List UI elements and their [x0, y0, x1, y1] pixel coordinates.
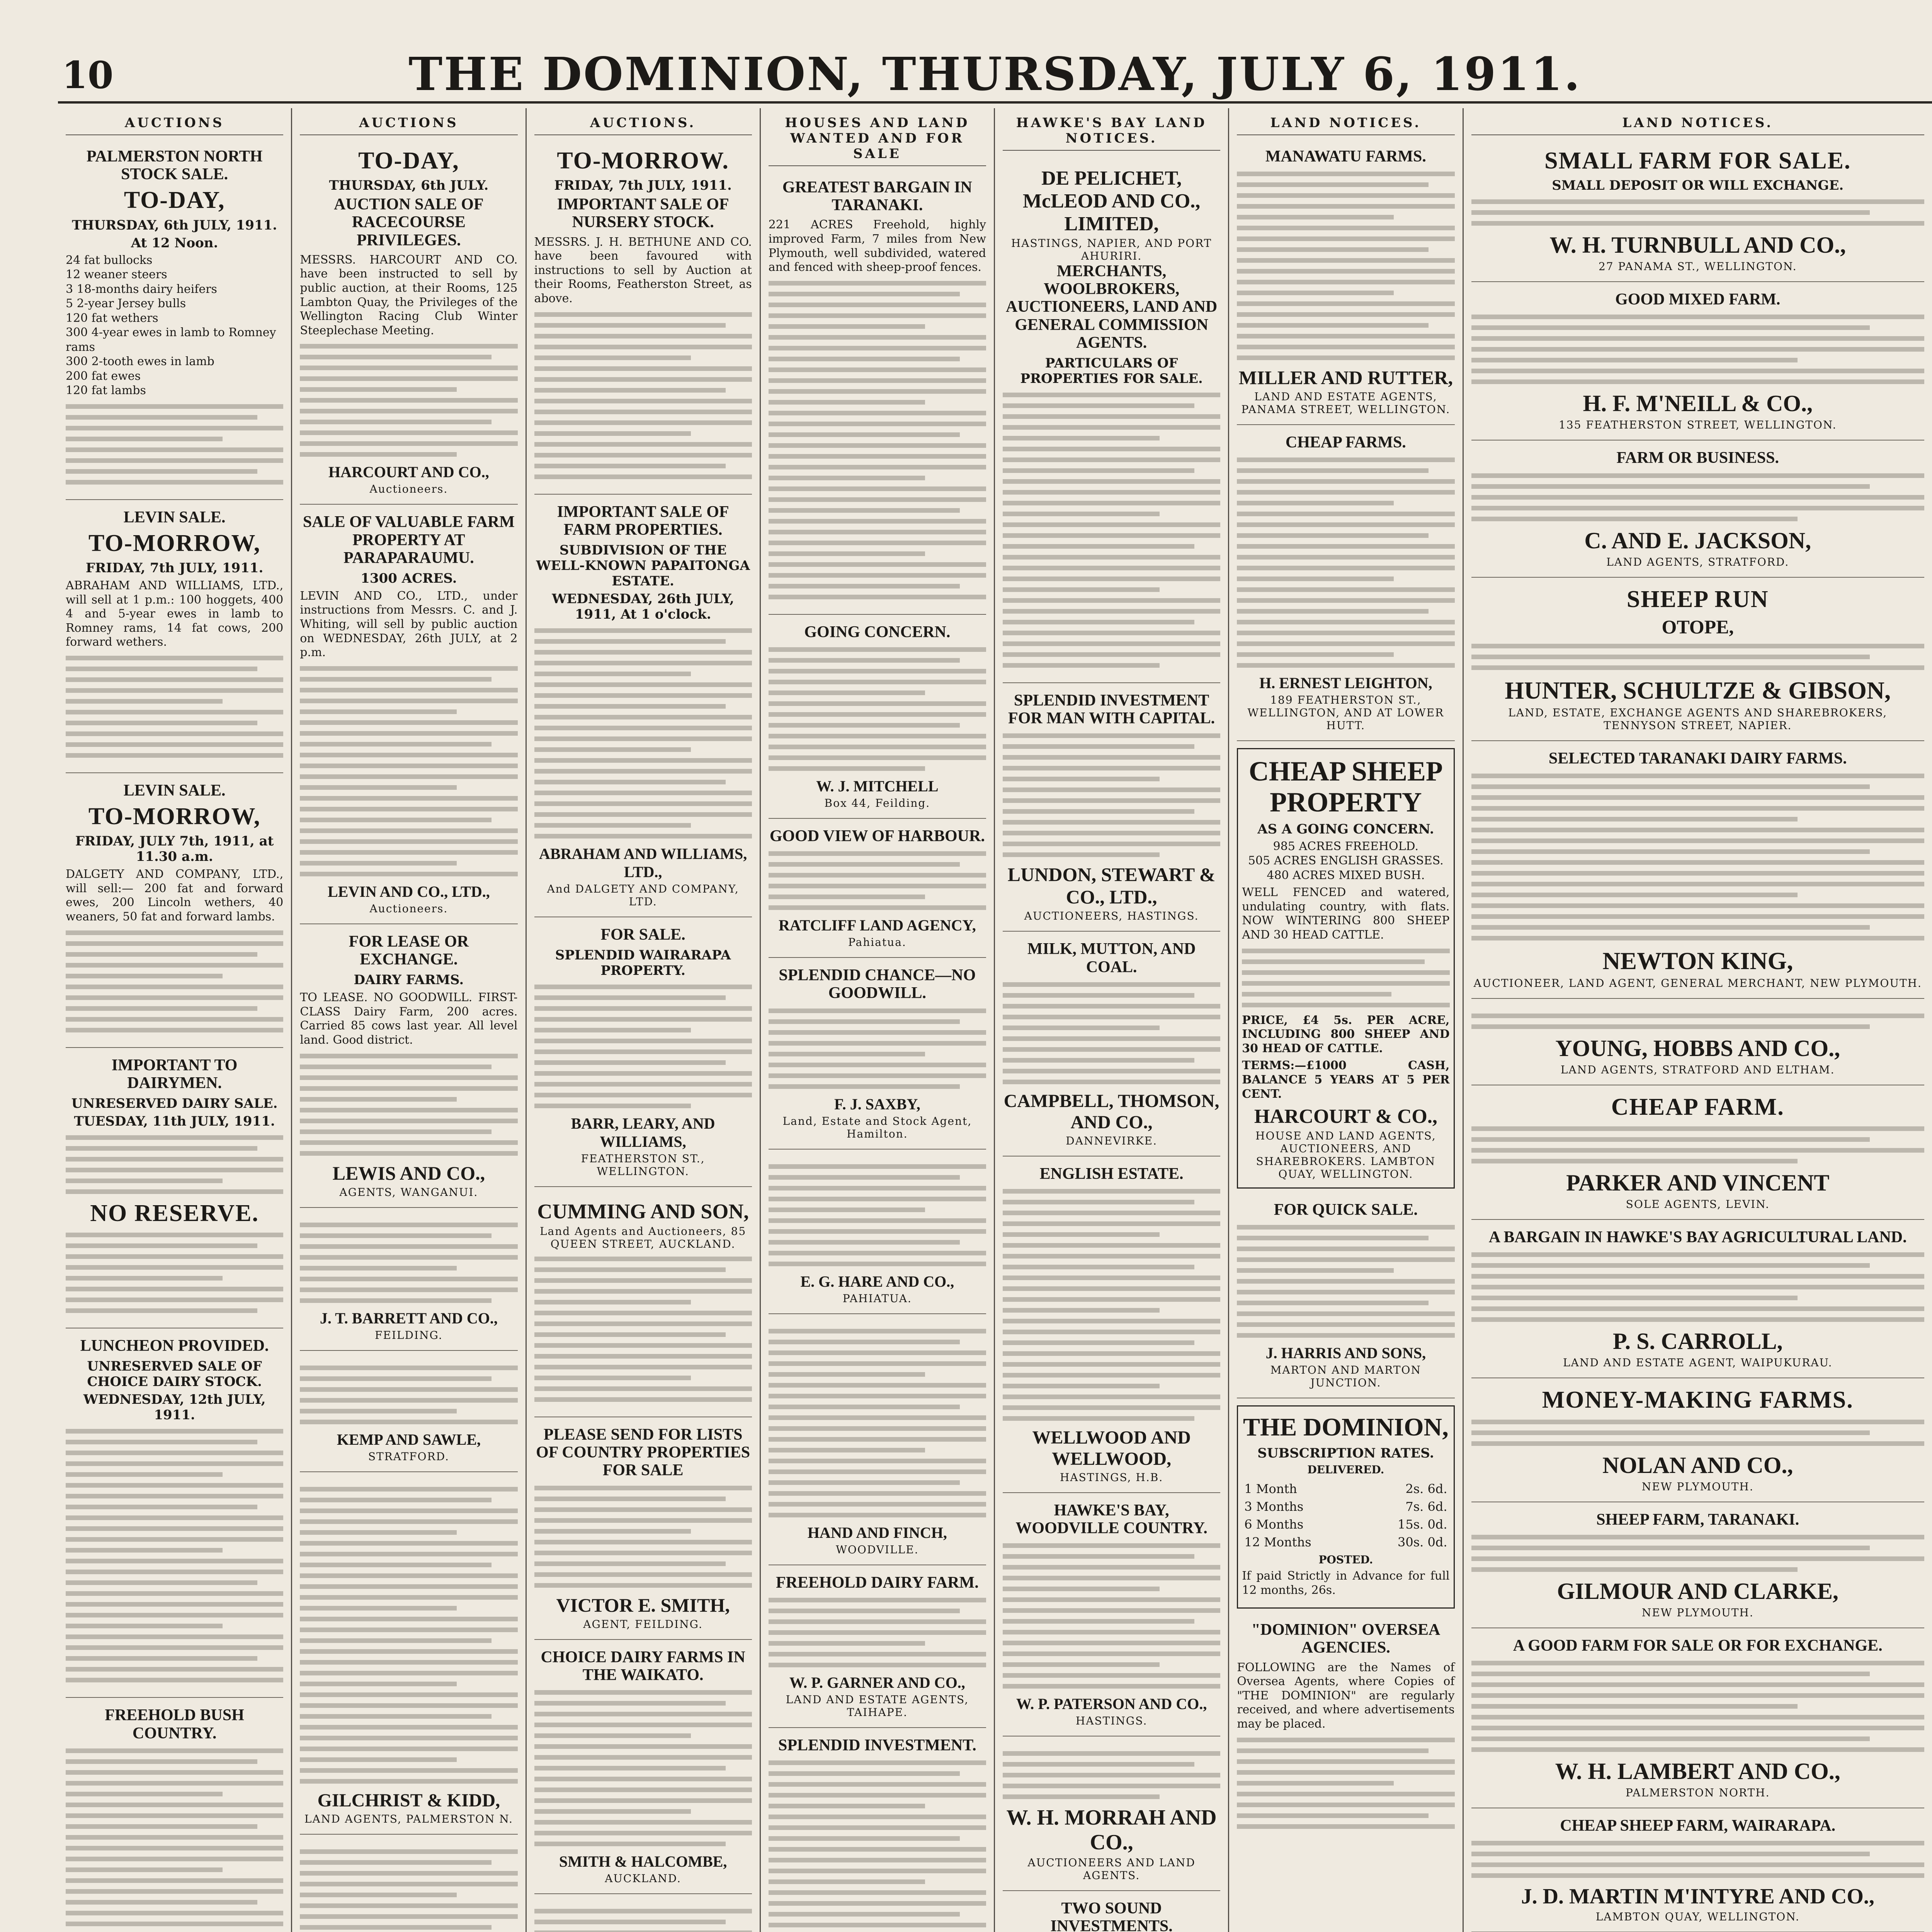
advert-freehold-dairy: [769, 1568, 986, 1728]
advert-title: LEVIN SALE.: [123, 508, 226, 526]
advertiser-address: AUCTIONEER, LAND AGENT, GENERAL MERCHANT, NEW PLYMOUTH.: [1473, 976, 1922, 990]
column-1: [58, 108, 292, 1932]
advert-notice: NO RESERVE.: [90, 1200, 259, 1227]
advert-date: WEDNESDAY, 26th JULY, 1911, At 1 o'clock.: [552, 591, 734, 622]
advertiser-name: KEMP AND SAWLE,: [337, 1430, 481, 1448]
column-heading: LAND NOTICES.: [1471, 115, 1925, 135]
advertiser-name: PARKER AND VINCENT: [1566, 1170, 1830, 1196]
advert-title: SMALL FARM FOR SALE.: [1544, 148, 1851, 174]
advert-small-farm: [1471, 142, 1925, 282]
rate-amount: 30s. 0d.: [1398, 1534, 1447, 1549]
advert-title: SPLENDID INVESTMENT.: [778, 1736, 976, 1754]
advert-cheap-sheep-property: [1237, 748, 1454, 1189]
advert-subtitle: SPLENDID WAIRARAPA PROPERTY.: [555, 947, 731, 979]
advert-subtitle: SUBDIVISION OF THE WELL-KNOWN PAPAITONGA ESTATE.: [536, 542, 750, 589]
advert-date: FRIDAY, 7th JULY, 1911.: [85, 560, 264, 576]
advert-title: GOOD VIEW OF HARBOUR.: [769, 827, 985, 845]
advertiser-address: Land, Estate and Stock Agent, Hamilton.: [782, 1114, 972, 1140]
advert-title: IMPORTANT TO DAIRYMEN.: [111, 1056, 238, 1092]
newspaper-title: THE DOMINION, THURSDAY, JULY 6, 1911.: [408, 47, 1582, 101]
advert-subtitle: 1300 ACRES.: [361, 570, 457, 586]
advert-title: FREEHOLD BUSH COUNTRY.: [105, 1706, 244, 1742]
advertiser-name: ABRAHAM AND WILLIAMS, LTD.,: [539, 845, 747, 881]
advertiser-name: NEWTON KING,: [1602, 947, 1793, 975]
advertiser-name: E. G. HARE AND CO.,: [800, 1272, 954, 1290]
table-row: [1242, 1515, 1449, 1533]
advert-atkinson: [300, 1838, 517, 1932]
advert-title: SPLENDID CHANCE—NO GOODWILL.: [779, 966, 976, 1002]
advert-body: MESSRS. J. H. BETHUNE AND CO. have been favoured with instructions to sell by Auction at their Rooms, Featherston Street, as above.: [534, 235, 752, 305]
advertiser-name: W. H. TURNBULL AND CO.,: [1549, 232, 1846, 258]
advert-title: TWO SOUND INVESTMENTS.: [1050, 1900, 1173, 1932]
advertiser-name: VICTOR E. SMITH,: [556, 1594, 730, 1616]
advert-body: LEVIN AND CO., LTD., under instructions from Messrs. C. and J. Whiting, will sell by public auction on WEDNESDAY, 26th JULY, at 2 p.m.: [300, 589, 518, 660]
column-3: [527, 108, 761, 1932]
advert-subtitle: SMALL DEPOSIT OR WILL EXCHANGE.: [1552, 178, 1844, 194]
advert-quick-sale: [1237, 1196, 1454, 1398]
advert-de-pelichet: [1003, 158, 1220, 683]
advertiser-name: RATCLIFF LAND AGENCY,: [778, 917, 976, 934]
advertiser-role: AUCTIONEERS AND LAND AGENTS.: [1027, 1856, 1196, 1882]
table-row: [1242, 1480, 1449, 1498]
advert-subtitle: OTOPE,: [1662, 616, 1734, 638]
advert-cumming: [534, 1190, 752, 1417]
advert-title: MERCHANTS, WOOLBROKERS, AUCTIONEERS, LAND AND GENERAL COMMISSION AGENTS.: [1005, 262, 1218, 352]
advert-title: MANAWATU FARMS.: [1265, 148, 1426, 165]
advert-title: GOING CONCERN.: [804, 623, 951, 641]
advertiser-name: NOLAN AND CO.,: [1602, 1452, 1793, 1478]
advert-stock-sale: [66, 142, 283, 500]
advertiser-address: 189 FEATHERSTON ST., WELLINGTON, AND AT LOWER HUTT.: [1247, 694, 1444, 732]
advert-date: THURSDAY, 6th JULY, 1911.: [72, 217, 277, 233]
advertiser-address: HASTINGS, NAPIER, AND PORT AHURIRI.: [1011, 237, 1212, 262]
advert-title: CHEAP SHEEP FARM, WAIRARAPA.: [1560, 1816, 1836, 1835]
advert-taranaki-bargain: [769, 173, 986, 615]
advert-subtitle: TO-MORROW.: [557, 148, 729, 174]
advert-subtitle: UNRESERVED DAIRY SALE.: [71, 1096, 278, 1112]
advertiser-address: LAND AGENTS, STRATFORD.: [1606, 555, 1789, 568]
advert-date: FRIDAY, JULY 7th, 1911, at 11.30 a.m.: [75, 833, 274, 865]
table-row: [1242, 1533, 1449, 1551]
list-item: 985 ACRES FREEHOLD.: [1273, 839, 1419, 853]
advertiser-name: CAMPBELL, THOMSON, AND CO.,: [1003, 1090, 1219, 1133]
advert-good-mixed-farm: [1471, 285, 1925, 440]
advert-title: SPLENDID INVESTMENT FOR MAN WITH CAPITAL.: [1008, 691, 1215, 728]
advertiser-name: C. AND E. JACKSON,: [1584, 527, 1811, 553]
advertiser-name: WELLWOOD AND WELLWOOD,: [1032, 1427, 1191, 1469]
advert-papaitonga: [534, 498, 752, 917]
advertiser-role: Auctioneers.: [369, 483, 448, 496]
advertiser-name: YOUNG, HOBBS AND CO.,: [1555, 1035, 1840, 1061]
advertiser-address: Box 44, Feilding.: [824, 796, 930, 810]
advert-terms: TERMS:—£1000 CASH, BALANCE 5 YEARS AT 5 PER CENT.: [1242, 1059, 1450, 1101]
list-item: 200 fat ewes: [66, 369, 141, 383]
advert-time: At 12 Noon.: [131, 235, 218, 251]
advert-title: HAWKE'S BAY, WOODVILLE COUNTRY.: [1015, 1501, 1208, 1537]
acreage-list: [1242, 839, 1449, 883]
list-item: 24 fat bullocks: [66, 253, 153, 267]
advert-kemp: [300, 1354, 517, 1472]
advert-subtitle: AS A GOING CONCERN.: [1257, 821, 1434, 837]
advertiser-address: WOODVILLE.: [836, 1543, 919, 1556]
advert-wairarapa: [534, 920, 752, 1187]
advertiser-address: Pahiatua.: [848, 936, 906, 949]
masthead: [0, 39, 1932, 101]
advert-cheap-farms: [1237, 428, 1454, 741]
advertiser-address: LAND AND ESTATE AGENTS, TAIHAPE.: [786, 1693, 969, 1719]
advertiser-address: HASTINGS, H.B.: [1060, 1471, 1163, 1484]
advertiser-name: W. P. PATERSON AND CO.,: [1016, 1695, 1207, 1713]
advert-title: A BARGAIN IN HAWKE'S BAY AGRICULTURAL LAND.: [1488, 1228, 1907, 1247]
advert-title: GREATEST BARGAIN IN TARANAKI.: [782, 179, 972, 214]
advert-manawatu-farms: [1237, 142, 1454, 425]
box-title: THE DOMINION,: [1243, 1413, 1449, 1442]
advert-no-goodwill: [769, 961, 986, 1149]
advertiser-name: LUNDON, STEWART & CO., LTD.,: [1007, 864, 1216, 908]
list-item: 300 2-tooth ewes in lamb: [66, 355, 214, 369]
advert-price: PRICE, £4 5s. PER ACRE, INCLUDING 800 SHEEP AND 30 HEAD OF CATTLE.: [1242, 1013, 1450, 1055]
advert-title: MONEY-MAKING FARMS.: [1542, 1387, 1854, 1413]
advertiser-name: LEWIS AND CO.,: [332, 1162, 485, 1184]
advert-date: WEDNESDAY, 12th JULY, 1911.: [83, 1392, 266, 1423]
advertiser-address: NEW PLYMOUTH.: [1641, 1606, 1754, 1619]
advertiser-address: LAMBTON QUAY, WELLINGTON.: [1595, 1910, 1800, 1923]
advert-wairarapa-sheep: [1471, 1811, 1925, 1932]
advertiser-name: SMITH & HALCOMBE,: [559, 1853, 727, 1871]
advertiser-name: HAND AND FINCH,: [807, 1524, 947, 1541]
list-item: 120 fat lambs: [66, 384, 146, 398]
advert-title: CHEAP SHEEP PROPERTY: [1248, 756, 1443, 818]
advertiser-address: AGENTS, WANGANUI.: [339, 1185, 478, 1199]
column-7: [1464, 108, 1932, 1932]
column-heading: AUCTIONS: [300, 115, 517, 135]
advertiser-name: GILCHRIST & KIDD,: [317, 1790, 500, 1811]
advert-cheap-farm: [1471, 1088, 1925, 1220]
advert-body: WELL FENCED and watered, undulating country, with flats. NOW WINTERING 800 SHEEP AND 30 HEAD CATTLE.: [1242, 886, 1450, 942]
advert-title: CHEAP FARMS.: [1285, 434, 1406, 452]
advert-title: SALE OF VALUABLE FARM PROPERTY AT PARAPARAUMU.: [303, 513, 515, 567]
advert-title: PALMERSTON NORTH STOCK SALE.: [86, 148, 263, 184]
advert-title: SHEEP RUN: [1626, 586, 1769, 612]
advert-title: FREEHOLD DAIRY FARM.: [776, 1573, 979, 1592]
advertiser-address: AUCTIONEERS, HASTINGS.: [1024, 910, 1199, 923]
advert-date: FRIDAY, 7th JULY, 1911.: [554, 178, 732, 194]
column-heading: HAWKE'S BAY LAND NOTICES.: [1003, 115, 1220, 151]
advert-barrett: [300, 1211, 517, 1351]
advert-harbour: [769, 822, 986, 958]
column-4: [761, 108, 995, 1932]
advert-subtitle: TO-MORROW,: [88, 803, 261, 830]
advert-body: FOLLOWING are the Names of Oversea Agents, where Copies of "THE DOMINION" are regularly received, and where advertisements may be placed.: [1237, 1660, 1455, 1731]
delivered-label: DELIVERED.: [1307, 1463, 1384, 1476]
advert-subtitle: TO-DAY,: [358, 148, 459, 174]
advertiser-name: H. ERNEST LEIGHTON,: [1259, 674, 1432, 692]
advert-levin-sale: [66, 503, 283, 773]
column-heading: AUCTIONS.: [534, 115, 752, 135]
advert-hawkes-bay-bargain: [1471, 1223, 1925, 1378]
advert-body: ABRAHAM AND WILLIAMS, LTD., will sell at 1 p.m.: 100 hoggets, 400 4 and 5-year ewes in lamb to Romney rams, 14 fat cows, 200 forward wethers.: [66, 578, 284, 649]
advertiser-name: HUNTER, SCHULTZE & GIBSON,: [1505, 676, 1891, 704]
advert-title: LUNCHEON PROVIDED.: [80, 1337, 269, 1355]
advert-dairy-farms: [300, 927, 517, 1208]
advert-bush-country: [66, 1701, 283, 1932]
advert-title: SELECTED TARANAKI DAIRY FARMS.: [1548, 749, 1847, 767]
advert-body: TO LEASE. NO GOODWILL. FIRST-CLASS Dairy Farm, 200 acres. Carried 85 cows last year. All level land. Good district.: [300, 991, 518, 1047]
advertiser-name: J. HARRIS AND SONS,: [1265, 1344, 1426, 1362]
rate-amount: 2s. 6d.: [1405, 1481, 1447, 1496]
advert-title: PLEASE SEND FOR LISTS OF COUNTRY PROPERTIES FOR SALE: [536, 1426, 750, 1480]
advert-dairy-sale: [66, 1051, 283, 1329]
advertiser-address: AUCKLAND.: [605, 1872, 682, 1885]
advertiser-address: 27 PANAMA ST., WELLINGTON.: [1598, 260, 1797, 273]
advertiser-name: DE PELICHET, McLEOD AND CO., LIMITED,: [1022, 167, 1201, 235]
rate-period: 12 Months: [1244, 1534, 1311, 1549]
rates-note: If paid Strictly in Advance for full 12 months, 26s.: [1242, 1569, 1450, 1597]
advertiser-name: W. H. LAMBERT AND CO.,: [1555, 1758, 1840, 1784]
advert-body: 221 ACRES Freehold, highly improved Farm, 7 miles from New Plymouth, well subdivided, watered and fenced with sheep-proof fences.: [768, 218, 986, 274]
advert-title: LEVIN SALE.: [123, 781, 226, 799]
advert-title: MILK, MUTTON, AND COAL.: [1027, 940, 1196, 976]
box-subtitle: SUBSCRIPTION RATES.: [1257, 1445, 1434, 1461]
rate-amount: 7s. 6d.: [1405, 1499, 1447, 1514]
advert-title: IMPORTANT SALE OF NURSERY STOCK.: [557, 196, 729, 231]
subscription-rates-box: [1237, 1405, 1454, 1609]
advertiser-address: STRATFORD.: [368, 1450, 449, 1463]
advert-hattrick: [534, 1897, 752, 1932]
advert-title: CHOICE DAIRY FARMS IN THE WAIKATO.: [541, 1648, 745, 1684]
advertiser-name: HARCOURT AND CO.,: [328, 463, 489, 481]
masthead-rule: [58, 101, 1932, 104]
advertiser-address: AGENT, FEILDING.: [583, 1617, 703, 1631]
advertiser-name: BARR, LEARY, AND WILLIAMS,: [571, 1115, 715, 1151]
advert-subtitle: TO-DAY,: [124, 187, 225, 214]
advert-title: ENGLISH ESTATE.: [1039, 1165, 1184, 1183]
advertiser-name: HARCOURT & CO.,: [1254, 1105, 1437, 1128]
advertiser-name: J. D. MARTIN M'INTYRE AND CO.,: [1521, 1884, 1874, 1909]
advert-hand-finch: [769, 1317, 986, 1565]
advert-body: MESSRS. HARCOURT AND CO. have been instructed to sell by public auction, at their Rooms, 125 Lambton Quay, the Privileges of the Wellington Racing Club Winter Steeplechase Meeting.: [300, 253, 518, 337]
advertiser-address: FEATHERSTON ST., WELLINGTON.: [581, 1152, 705, 1178]
advertiser-address: LAND AND ESTATE AGENT, WAIPUKURAU.: [1563, 1356, 1833, 1369]
advert-young-hobbs: [1471, 1002, 1925, 1085]
columns: [58, 108, 1932, 1932]
advertiser-address: LAND AND ESTATE AGENTS, PANAMA STREET, WELLINGTON.: [1241, 390, 1451, 416]
list-item: 480 ACRES MIXED BUSH.: [1267, 868, 1425, 882]
column-6: [1229, 108, 1463, 1932]
advert-farm-or-business: [1471, 444, 1925, 577]
list-item: 505 ACRES ENGLISH GRASSES.: [1248, 854, 1444, 868]
list-item: 3 18-months dairy heifers: [66, 282, 217, 296]
rate-period: 3 Months: [1244, 1499, 1304, 1514]
stock-list: [66, 253, 283, 398]
list-item: 12 weaner steers: [66, 268, 167, 282]
advert-racecourse: [300, 142, 517, 505]
column-heading: LAND NOTICES.: [1237, 115, 1454, 135]
advertiser-address: 135 FEATHERSTON STREET, WELLINGTON.: [1559, 418, 1837, 432]
advertiser-co: And DALGETY AND COMPANY, LTD.: [547, 882, 739, 908]
advert-date: THURSDAY, 6th JULY.: [329, 178, 489, 194]
advert-morrah: [1003, 1740, 1220, 1891]
advertiser-name: CUMMING AND SON,: [537, 1200, 749, 1223]
advert-title: FARM OR BUSINESS.: [1616, 449, 1779, 467]
column-2: [292, 108, 526, 1932]
list-item: 5 2-year Jersey bulls: [66, 297, 186, 311]
advert-dairy-stock: [66, 1332, 283, 1698]
advert-title: AUCTION SALE OF RACECOURSE PRIVILEGES.: [334, 196, 484, 249]
table-row: [1242, 1498, 1449, 1515]
advert-english-estate: [1003, 1160, 1220, 1493]
advert-taranaki-dairy-farms: [1471, 744, 1925, 999]
advert-money-making-farms: [1471, 1381, 1925, 1502]
column-heading: HOUSES AND LAND WANTED AND FOR SALE: [769, 115, 986, 166]
advert-title: IMPORTANT SALE OF FARM PROPERTIES.: [557, 503, 729, 539]
rate-period: 1 Month: [1244, 1481, 1297, 1496]
advert-lists: [534, 1420, 752, 1640]
advert-going-concern: [769, 618, 986, 819]
column-5: [995, 108, 1229, 1932]
advert-title: GOOD MIXED FARM.: [1615, 291, 1781, 309]
advert-title: SHEEP FARM, TARANAKI.: [1596, 1510, 1799, 1529]
advert-levin-sale-2: [66, 776, 283, 1048]
advertiser-name: LEVIN AND CO., LTD.,: [328, 883, 490, 900]
advert-sheep-run-otope: [1471, 581, 1925, 741]
advertiser-address: HASTINGS.: [1075, 1714, 1148, 1728]
advertiser-name: H. F. M'NEILL & CO.,: [1583, 391, 1813, 417]
advert-nursery: [534, 142, 752, 495]
posted-label: POSTED.: [1318, 1553, 1373, 1566]
advert-subtitle: UNRESERVED SALE OF CHOICE DAIRY STOCK.: [87, 1359, 262, 1390]
advertiser-name: W. P. GARNER AND CO.,: [789, 1673, 965, 1691]
advertiser-role: Auctioneers.: [369, 902, 448, 915]
advert-title: A GOOD FARM FOR SALE OR FOR EXCHANGE.: [1513, 1636, 1883, 1655]
advertiser-address: PAHIATUA.: [842, 1292, 912, 1305]
rates-table: [1242, 1480, 1449, 1551]
advert-subtitle: PARTICULARS OF PROPERTIES FOR SALE.: [1020, 355, 1203, 386]
advert-subtitle: TO-MORROW,: [88, 530, 261, 556]
advertiser-address: PALMERSTON NORTH.: [1625, 1786, 1770, 1799]
advert-lundon: [1003, 686, 1220, 932]
advert-paraparaumu: [300, 508, 517, 924]
advert-campbell: [1003, 935, 1220, 1156]
advert-title: FOR SALE.: [600, 925, 685, 944]
advertiser-address: SOLE AGENTS, LEVIN.: [1626, 1198, 1770, 1211]
advertiser-address: LAND AGENTS, STRATFORD AND ELTHAM.: [1560, 1063, 1835, 1076]
advertiser-name: W. J. MITCHELL: [816, 777, 939, 795]
column-heading: AUCTIONS: [66, 115, 283, 135]
advertiser-address: LAND AGENTS, PALMERSTON N.: [304, 1812, 513, 1825]
advert-splendid-investment: [769, 1731, 986, 1932]
advert-gilchrist: [300, 1475, 517, 1835]
advert-title: FOR LEASE OR EXCHANGE.: [349, 932, 469, 969]
advert-sheep-farm-taranaki: [1471, 1505, 1925, 1628]
advertiser-name: J. T. BARRETT AND CO.,: [320, 1309, 498, 1327]
advert-title: FOR QUICK SALE.: [1274, 1201, 1418, 1219]
advert-title: CHEAP FARM.: [1611, 1094, 1784, 1120]
rate-amount: 15s. 0d.: [1398, 1517, 1447, 1532]
advert-woodville-country: [1003, 1496, 1220, 1736]
page-number: 10: [62, 53, 114, 97]
advert-latham: [1003, 1894, 1220, 1932]
advert-body: DALGETY AND COMPANY, LTD., will sell:— 200 fat and forward ewes, 200 Lincoln wethers, 40 weaners, 50 fat and forward lambs.: [66, 867, 284, 924]
advertiser-address: LAND, ESTATE, EXCHANGE AGENTS AND SHAREBROKERS, TENNYSON STREET, NAPIER.: [1508, 706, 1888, 732]
advert-oversea-agencies: [1237, 1616, 1454, 1843]
advertiser-address: NEW PLYMOUTH.: [1641, 1480, 1754, 1493]
advert-date: TUESDAY, 11th JULY, 1911.: [74, 1114, 275, 1129]
advert-title: "DOMINION" OVERSEA AGENCIES.: [1251, 1621, 1440, 1657]
advertiser-address: MARTON AND MARTON JUNCTION.: [1270, 1364, 1421, 1389]
advertiser-address: Land Agents and Auctioneers, 85 QUEEN STREET, AUCKLAND.: [539, 1225, 747, 1251]
advertiser-name: MILLER AND RUTTER,: [1238, 367, 1453, 389]
advertiser-name: F. J. SAXBY,: [834, 1095, 920, 1113]
advert-subtitle: DAIRY FARMS.: [354, 972, 464, 988]
advert-good-farm-exchange: [1471, 1631, 1925, 1808]
advertiser-address: FEILDING.: [374, 1328, 443, 1342]
advertiser-name: W. H. MORRAH AND CO.,: [1006, 1806, 1217, 1855]
rate-period: 6 Months: [1244, 1517, 1304, 1532]
advertiser-name: P. S. CARROLL,: [1612, 1328, 1783, 1354]
advertiser-address: DANNEVIRKE.: [1066, 1134, 1157, 1147]
advert-waikato: [534, 1643, 752, 1894]
advert-hare: [769, 1153, 986, 1314]
list-item: 120 fat wethers: [66, 311, 158, 325]
advertiser-name: GILMOUR AND CLARKE,: [1557, 1578, 1838, 1604]
advertiser-address: HOUSE AND LAND AGENTS, AUCTIONEERS, AND SHAREBROKERS. LAMBTON QUAY, WELLINGTON.: [1255, 1129, 1436, 1181]
list-item: 300 4-year ewes in lamb to Romney rams: [66, 326, 276, 354]
